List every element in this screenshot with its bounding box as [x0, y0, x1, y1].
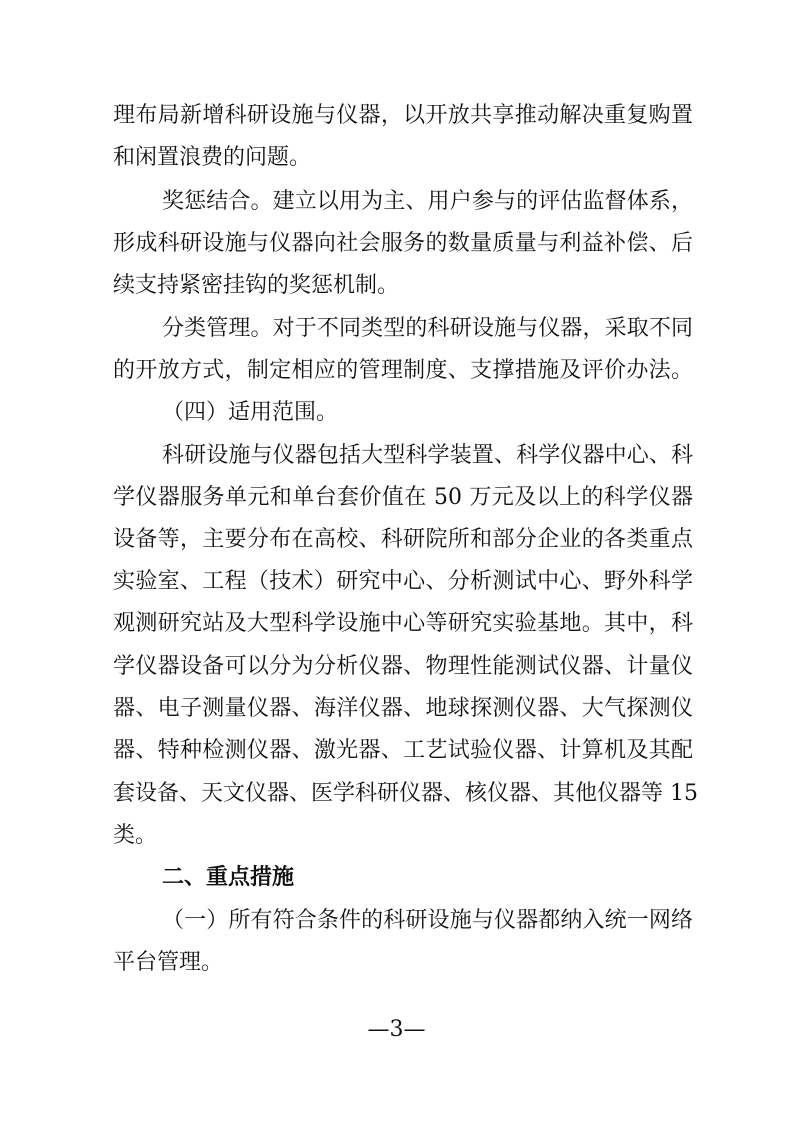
- paragraph-line: （一）所有符合条件的科研设施与仪器都纳入统一网络: [162, 908, 693, 933]
- paragraph-line: 实验室、工程（技术）研究中心、分析测试中心、野外科学: [113, 569, 693, 594]
- paragraph-line: 学仪器设备可以分为分析仪器、物理性能测试仪器、计量仪: [113, 654, 693, 679]
- section-heading: 二、重点措施: [162, 865, 295, 890]
- paragraph-line: 器、电子测量仪器、海洋仪器、地球探测仪器、大气探测仪: [113, 696, 693, 721]
- section-subheading: （四）适用范围。: [162, 400, 339, 425]
- paragraph-line: 的开放方式，制定相应的管理制度、支撑措施及评价办法。: [113, 358, 693, 383]
- paragraph-line: 观测研究站及大型科学设施中心等研究实验基地。其中，科: [113, 611, 693, 636]
- paragraph-line: 科研设施与仪器包括大型科学装置、科学仪器中心、科: [162, 443, 693, 468]
- paragraph-line: 分类管理。对于不同类型的科研设施与仪器，采取不同: [162, 316, 693, 341]
- paragraph-line: 奖惩结合。建立以用为主、用户参与的评估监督体系，: [162, 189, 693, 214]
- paragraph-line: 形成科研设施与仪器向社会服务的数量质量与利益补偿、后: [113, 231, 693, 256]
- page-number: —3—: [367, 1017, 426, 1042]
- paragraph-line: 和闲置浪费的问题。: [113, 145, 312, 170]
- paragraph-line: 设备等，主要分布在高校、科研院所和部分企业的各类重点: [113, 527, 693, 552]
- paragraph-line: 学仪器服务单元和单台套价值在 50 万元及以上的科学仪器: [113, 485, 693, 510]
- paragraph-line: 理布局新增科研设施与仪器，以开放共享推动解决重复购置: [113, 103, 693, 128]
- paragraph-line: 套设备、天文仪器、医学科研仪器、核仪器、其他仪器等 15: [113, 781, 698, 806]
- paragraph-line: 续支持紧密挂钩的奖惩机制。: [113, 273, 400, 298]
- paragraph-line: 平台管理。: [113, 950, 224, 975]
- paragraph-line: 器、特种检测仪器、激光器、工艺试验仪器、计算机及其配: [113, 738, 693, 763]
- paragraph-line: 类。: [113, 823, 158, 848]
